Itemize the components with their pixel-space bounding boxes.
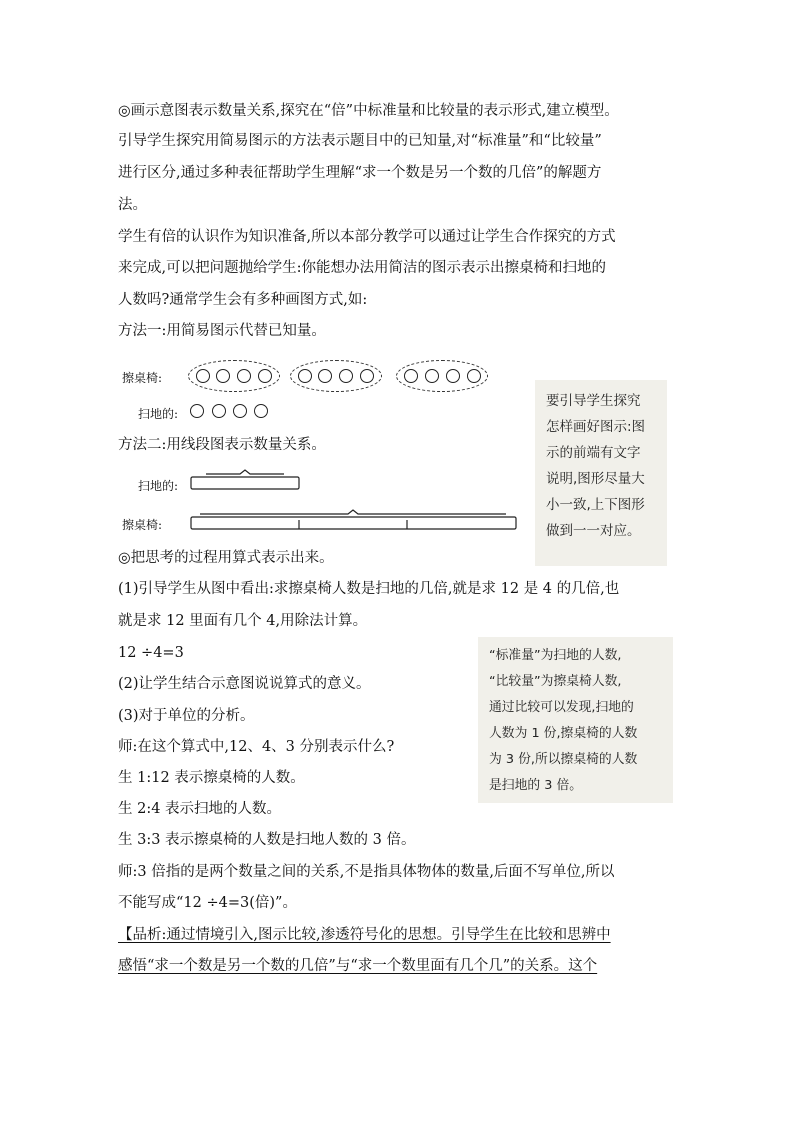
paragraph-16: 师:在这个算式中,12、4、3 分别表示什么? [118,739,395,755]
paragraph-18: 生 2:4 表示扫地的人数。 [118,801,282,817]
paragraph-7: 人数吗?通常学生会有多种画图方式,如: [118,292,368,308]
paragraph-12: 就是求 12 里面有几个 4,用除法计算。 [118,613,368,629]
note-line: 示的前端有文字 [546,445,641,461]
note-line: 为 3 份,所以擦桌椅的人数 [489,752,638,767]
paragraph-10: ◎把思考的过程用算式表示出来。 [118,550,334,566]
paragraph-21: 不能写成“12 ÷4=3(倍)”。 [118,895,297,911]
clean-brace [200,510,506,514]
paragraph-13: 12 ÷4=3 [118,645,184,661]
paragraph-5: 学生有倍的认识作为知识准备,所以本部分教学可以通过让学生合作探究的方式 [118,229,616,245]
clean-segment [191,517,516,529]
paragraph-9: 方法二:用线段图表示数量关系。 [118,437,326,453]
paragraph-6: 来完成,可以把问题抛给学生:你能想办法用简洁的图示表示出擦桌椅和扫地的 [118,260,606,276]
analysis-line-1: 【品析:通过情境引入,图示比较,渗透符号化的思想。引导学生在比较和思辨中 [118,927,611,943]
note-line: 通过比较可以发现,扫地的 [489,700,634,715]
note-line: 做到一一对应。 [546,523,641,539]
diagram1-row1-label: 擦桌椅: [122,371,163,385]
note-line: 人数为 1 份,擦桌椅的人数 [489,726,638,741]
analysis-line-2: 感悟“求一个数是另一个数的几倍”与“求一个数里面有几个几”的关系。这个 [118,958,598,974]
paragraph-20: 师:3 倍指的是两个数量之间的关系,不是指具体物体的数量,后面不写单位,所以 [118,864,615,880]
paragraph-19: 生 3:3 表示擦桌椅的人数是扫地人数的 3 倍。 [118,832,416,848]
note-line: 小一致,上下图形 [546,497,645,513]
paragraph-4: 法。 [118,197,147,213]
note-box-2 [478,637,673,803]
paragraph-14: (2)让学生结合示意图说说算式的意义。 [118,676,371,692]
note-line: 要引导学生探究 [546,393,641,409]
diagram2-row1-label: 扫地的: [138,479,179,493]
paragraph-2: 引导学生探究用简易图示的方法表示题目中的已知量,对“标准量”和“比较量” [118,133,602,149]
note-line: “标准量”为扫地的人数, [489,648,622,663]
diagram1-row2-label: 扫地的: [138,407,179,421]
note-line: “比较量”为擦桌椅人数, [489,674,622,689]
sweep-segment [191,477,299,489]
paragraph-11: (1)引导学生从图中看出:求擦桌椅人数是扫地的几倍,就是求 12 是 4 的几倍,也 [118,581,620,597]
sweep-brace [206,470,284,474]
diagram2-row2-label: 擦桌椅: [122,518,163,532]
note-line: 说明,图形尽量大 [546,471,645,487]
paragraph-15: (3)对于单位的分析。 [118,708,255,724]
paragraph-3: 进行区分,通过多种表征帮助学生理解“求一个数是另一个数的几倍”的解题方 [118,165,602,181]
paragraph-8: 方法一:用简易图示代替已知量。 [118,323,326,339]
paragraph-1: ◎画示意图表示数量关系,探究在“倍”中标准量和比较量的表示形式,建立模型。 [118,103,619,119]
note-line: 怎样画好图示:图 [546,419,646,435]
note-box-1 [535,380,667,566]
note-line: 是扫地的 3 倍。 [489,778,583,793]
paragraph-17: 生 1:12 表示擦桌椅的人数。 [118,770,305,786]
